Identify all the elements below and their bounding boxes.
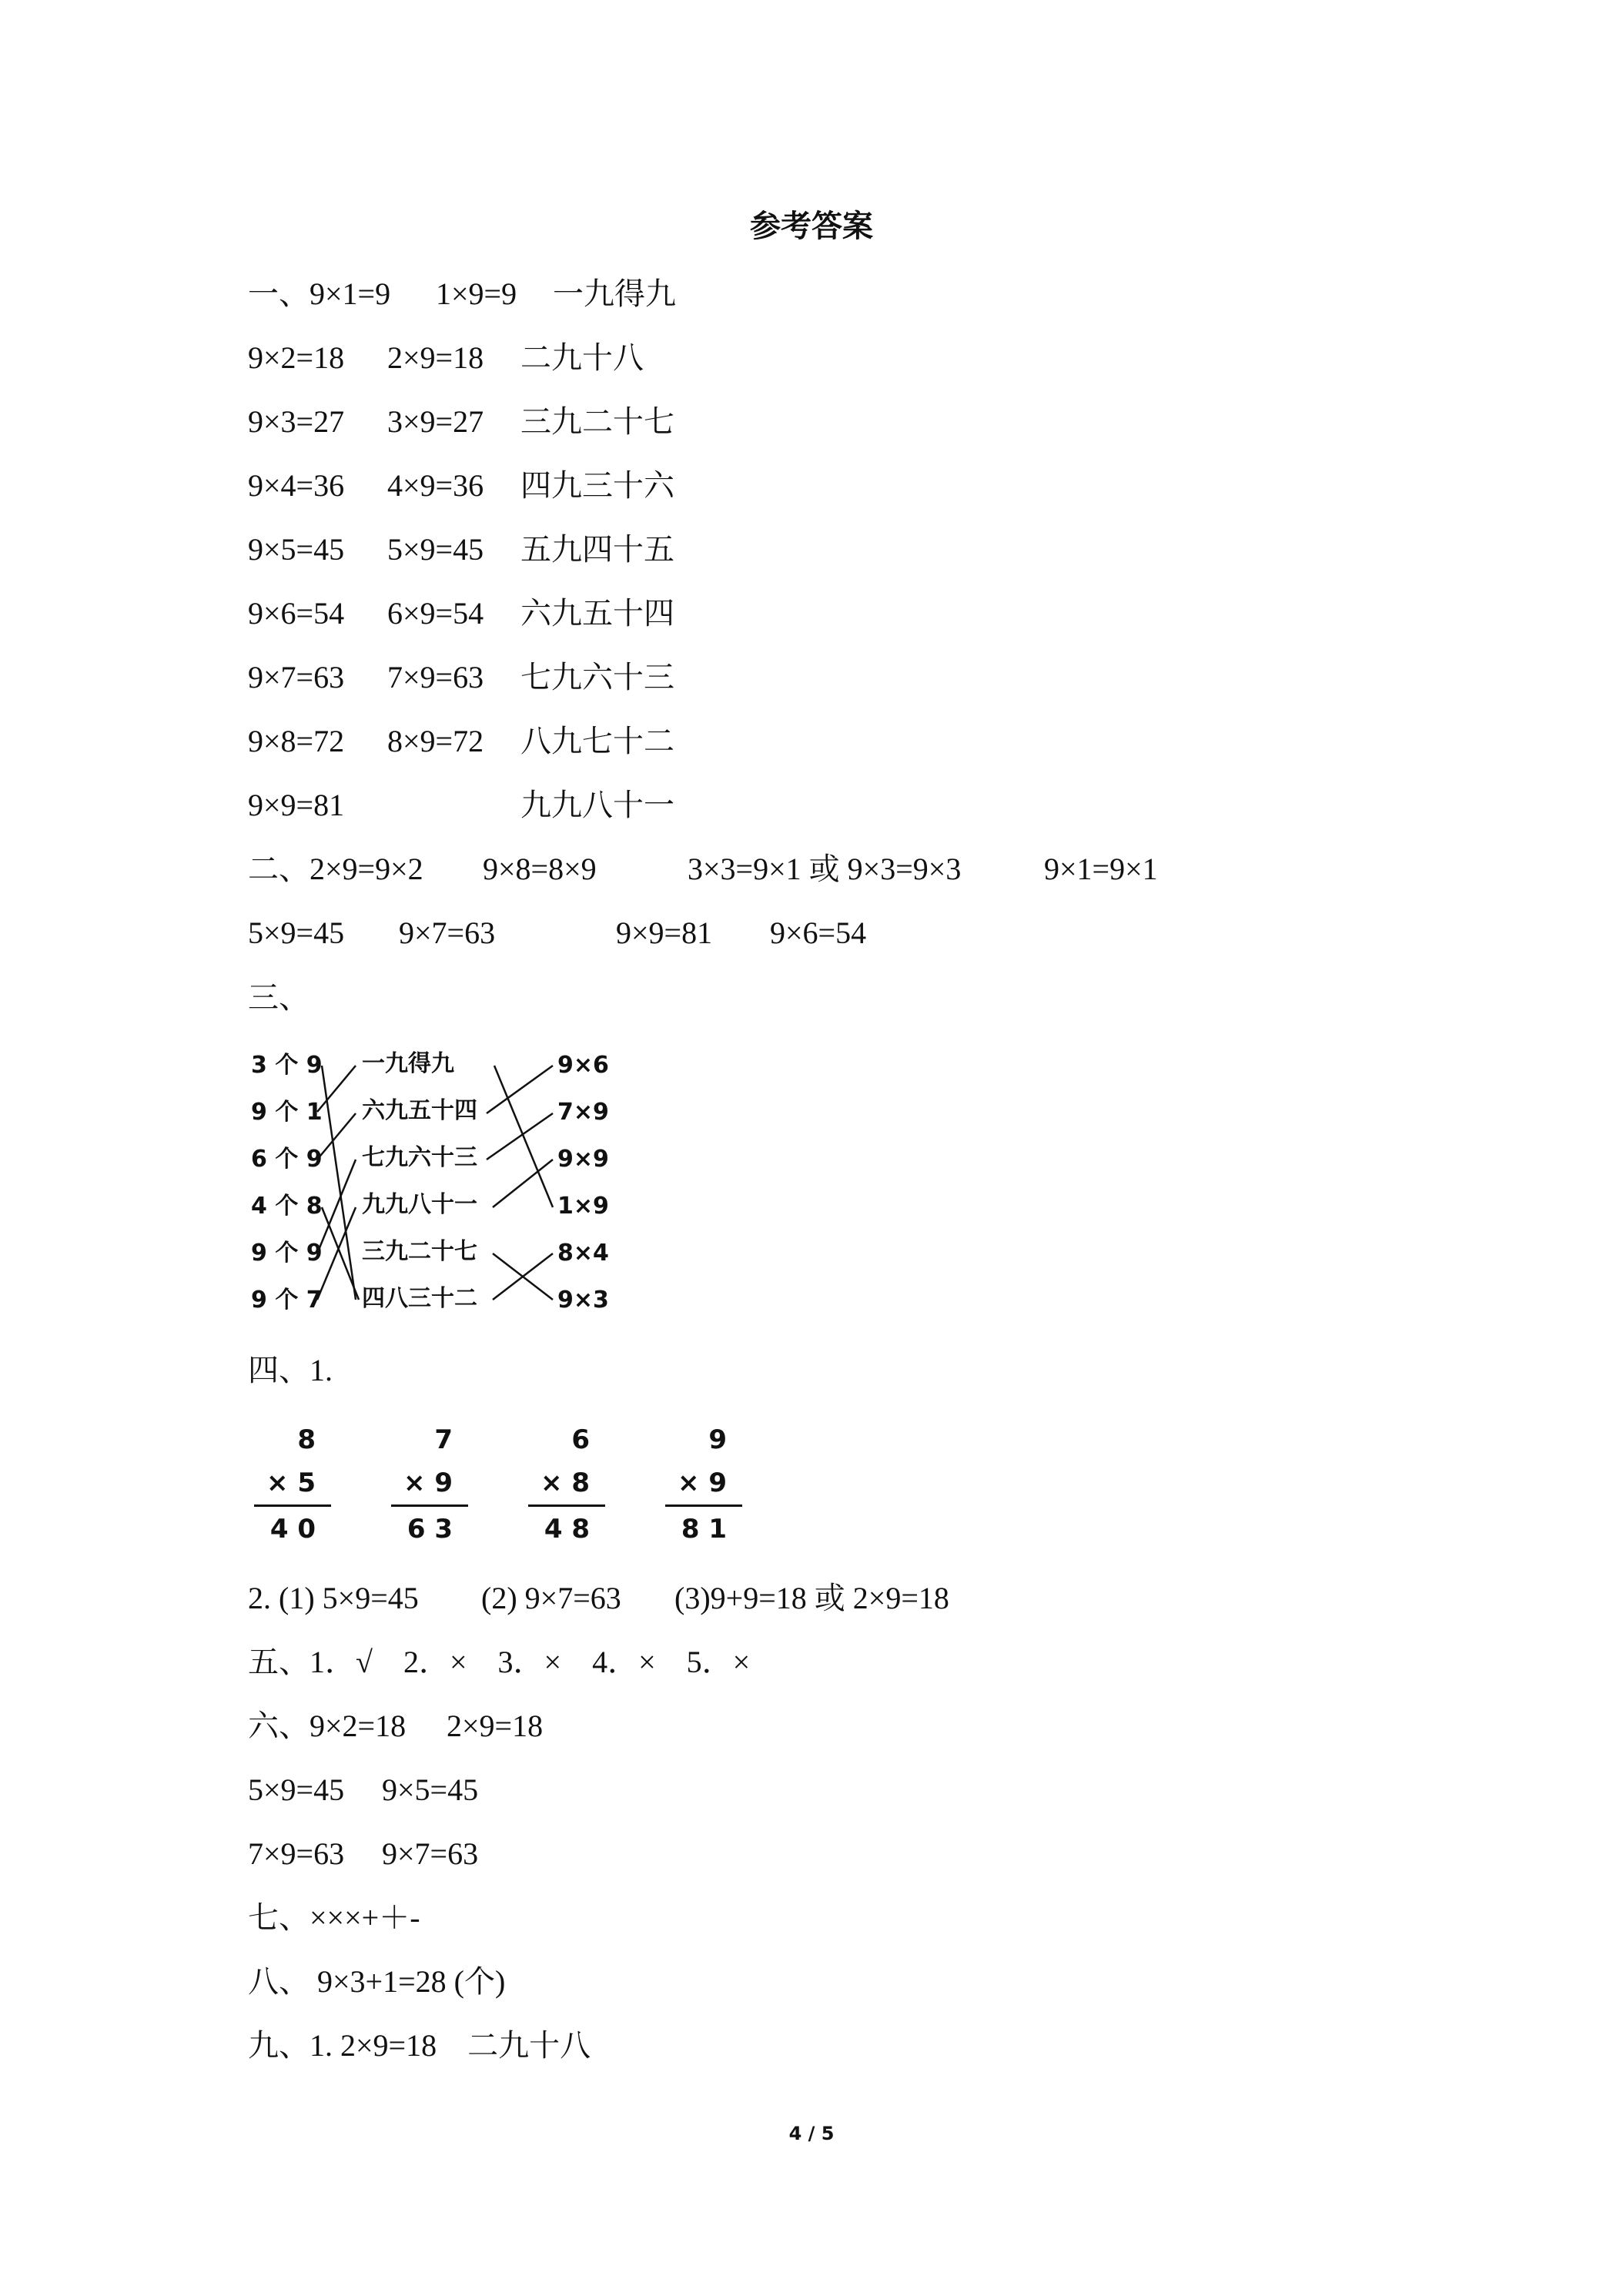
middle-item: 六九五十四 bbox=[362, 1097, 477, 1124]
sum-line bbox=[254, 1504, 331, 1507]
right-item: 9×9 bbox=[557, 1146, 609, 1173]
connector-line bbox=[487, 1113, 553, 1160]
s1-r2-a: 9×3=27 bbox=[248, 404, 345, 439]
product: 4 8 bbox=[544, 1514, 590, 1545]
s6-r0-b: 2×9=18 bbox=[447, 1709, 544, 1743]
connector-line bbox=[317, 1160, 356, 1253]
sum-line bbox=[665, 1504, 742, 1507]
s2-r1-b: 9×8=8×9 bbox=[483, 852, 597, 886]
left-item: 9 个 9 bbox=[251, 1240, 323, 1267]
s1-r7-c: 八九七十二 bbox=[520, 724, 674, 758]
product: 4 0 bbox=[269, 1514, 316, 1545]
s1-r6-c: 七九六十三 bbox=[520, 660, 674, 694]
right-item: 9×3 bbox=[557, 1287, 609, 1314]
s2-r2-a: 5×9=45 bbox=[248, 915, 345, 950]
middle-item: 四八三十二 bbox=[362, 1285, 477, 1312]
product: 6 3 bbox=[407, 1514, 453, 1545]
s1-r8-a: 9×9=81 bbox=[248, 788, 345, 822]
multiplicand: 6 bbox=[571, 1424, 590, 1455]
right-item: 1×9 bbox=[557, 1193, 609, 1220]
s1-r3-b: 4×9=36 bbox=[387, 468, 484, 503]
s1-r5-a: 9×6=54 bbox=[248, 596, 345, 631]
s1-r1-b: 2×9=18 bbox=[387, 340, 484, 375]
left-item: 9 个 1 bbox=[251, 1099, 323, 1126]
s6-r1-b: 9×5=45 bbox=[382, 1772, 479, 1807]
multiplier: × 9 bbox=[403, 1468, 453, 1498]
s1-r0-a: 一、9×1=9 bbox=[248, 276, 391, 311]
s6-r2-b: 9×7=63 bbox=[382, 1836, 479, 1871]
multiplier: × 8 bbox=[540, 1468, 590, 1498]
s1-r0-b: 1×9=9 bbox=[436, 276, 517, 311]
middle-item: 七九六十三 bbox=[362, 1144, 477, 1171]
sum-line bbox=[391, 1504, 468, 1507]
right-item: 8×4 bbox=[557, 1240, 609, 1267]
connector-line bbox=[322, 1207, 359, 1300]
product: 8 1 bbox=[681, 1514, 727, 1545]
s2-r1-c: 3×3=9×1 或 9×3=9×3 bbox=[688, 852, 962, 886]
s3-label: 三、 bbox=[248, 980, 310, 1015]
multiplicand: 9 bbox=[708, 1424, 727, 1455]
right-item: 9×6 bbox=[557, 1052, 609, 1079]
s4-label: 四、1. bbox=[248, 1353, 333, 1387]
connector-line bbox=[317, 1113, 356, 1160]
s1-r4-b: 5×9=45 bbox=[387, 532, 484, 567]
s1-r4-a: 9×5=45 bbox=[248, 532, 345, 567]
s1-r6-a: 9×7=63 bbox=[248, 660, 345, 694]
s1-r6-b: 7×9=63 bbox=[387, 660, 484, 694]
s1-r2-b: 3×9=27 bbox=[387, 404, 484, 439]
s2-r2-d: 9×6=54 bbox=[770, 915, 867, 950]
s6-r0-a: 六、9×2=18 bbox=[248, 1709, 407, 1743]
s8-line: 八、 9×3+1=28 (个) bbox=[248, 1964, 506, 1999]
s4-part2-a: 2. (1) 5×9=45 bbox=[248, 1581, 419, 1615]
left-item: 4 个 8 bbox=[251, 1193, 323, 1220]
s1-r0-c: 一九得九 bbox=[553, 276, 676, 311]
s1-r3-c: 四九三十六 bbox=[520, 468, 674, 503]
multiplier: × 9 bbox=[678, 1468, 727, 1498]
s5-line: 五、1．√ 2．× 3．× 4．× 5．× bbox=[248, 1645, 751, 1679]
multiplicand: 8 bbox=[297, 1424, 316, 1455]
s4-part2-c: (3)9+9=18 或 2×9=18 bbox=[674, 1581, 949, 1615]
middle-item: 三九二十七 bbox=[362, 1238, 477, 1265]
s1-r8-c: 九九八十一 bbox=[520, 788, 674, 822]
sum-line bbox=[528, 1504, 605, 1507]
s9-line: 九、1. 2×9=18 二九十八 bbox=[248, 2028, 591, 2063]
s1-r4-c: 五九四十五 bbox=[520, 532, 674, 567]
s1-r3-a: 9×4=36 bbox=[248, 468, 345, 503]
s6-r1-a: 5×9=45 bbox=[248, 1772, 345, 1807]
s2-r1-a: 二、2×9=9×2 bbox=[248, 852, 423, 886]
left-item: 3 个 9 bbox=[251, 1052, 323, 1079]
s2-r1-d: 9×1=9×1 bbox=[1044, 852, 1158, 886]
page-title: 参考答案 bbox=[750, 209, 873, 244]
s2-r2-c: 9×9=81 bbox=[616, 915, 713, 950]
middle-item: 九九八十一 bbox=[362, 1191, 477, 1218]
s1-r5-b: 6×9=54 bbox=[387, 596, 484, 631]
left-item: 9 个 7 bbox=[251, 1287, 323, 1314]
multiplicand: 7 bbox=[434, 1424, 453, 1455]
s1-r1-c: 二九十八 bbox=[520, 340, 644, 375]
middle-item: 一九得九 bbox=[362, 1050, 454, 1077]
s4-part2-b: (2) 9×7=63 bbox=[481, 1581, 621, 1615]
left-item: 6 个 9 bbox=[251, 1146, 323, 1173]
s1-r7-b: 8×9=72 bbox=[387, 724, 484, 758]
multiplier: × 5 bbox=[266, 1468, 316, 1498]
s1-r5-c: 六九五十四 bbox=[520, 596, 674, 631]
s6-r2-a: 7×9=63 bbox=[248, 1836, 345, 1871]
right-item: 7×9 bbox=[557, 1099, 609, 1126]
s1-r1-a: 9×2=18 bbox=[248, 340, 345, 375]
s7-line: 七、×××+＋- bbox=[248, 1900, 420, 1935]
s1-r7-a: 9×8=72 bbox=[248, 724, 345, 758]
s2-r2-b: 9×7=63 bbox=[399, 915, 496, 950]
s1-r2-c: 三九二十七 bbox=[520, 404, 674, 439]
page-number: 4 / 5 bbox=[788, 2123, 835, 2144]
